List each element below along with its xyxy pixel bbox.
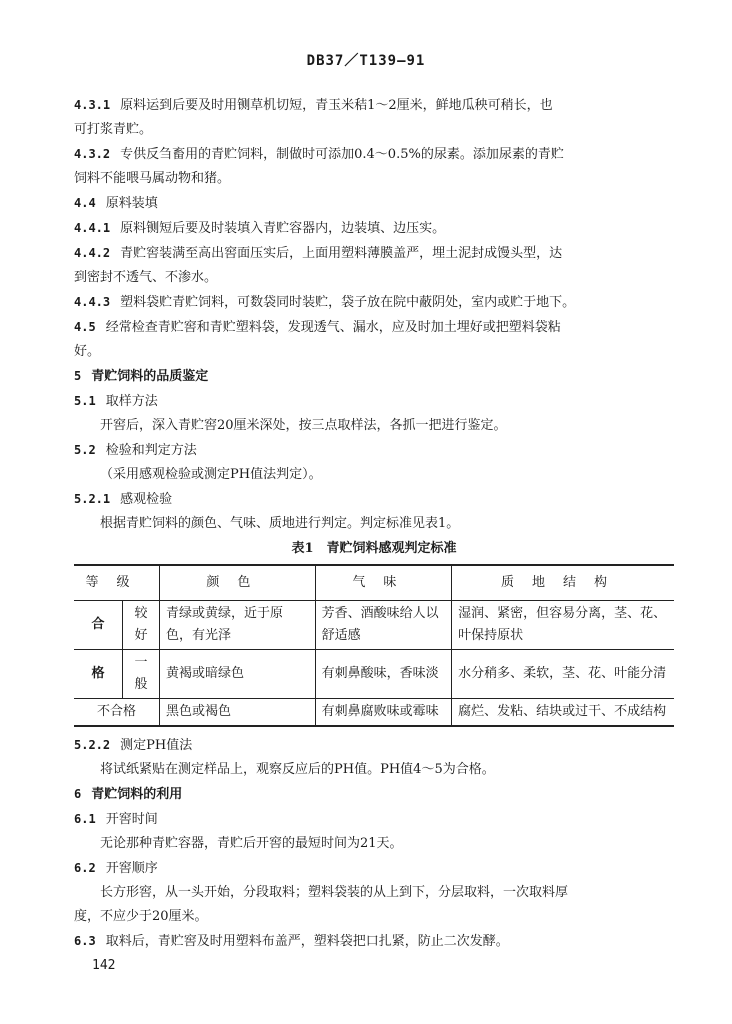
paragraph-4-5 (74, 315, 674, 340)
section-number: 6.2 (74, 861, 96, 875)
cell-smell: 有刺鼻酸味，香味淡 (315, 650, 451, 699)
heading-text: 青贮饲料的利用 (91, 787, 183, 802)
paragraph-text: 原料铡短后要及时装填入青贮容器内，边装填、边压实。 (120, 221, 446, 236)
section-number: 6.1 (74, 812, 96, 826)
document-body (74, 93, 674, 954)
section-number: 5.2.2 (74, 738, 111, 752)
paragraph-text: 专供反刍畜用的青贮饲料，制做时可添加0.4～0.5%的尿素。添加尿素的青贮 (120, 147, 564, 162)
document-header: DB37／T139—91 (306, 53, 426, 69)
header-smell: 气味 (315, 565, 451, 601)
table-row-unqualified (74, 699, 674, 727)
header-color: 颜色 (160, 565, 316, 601)
header-texture: 质地结构 (452, 565, 674, 601)
cell-color: 青绿或黄绿，近于原色，有光泽 (160, 601, 316, 650)
paragraph-text: 青贮窖装满至高出窖面压实后，上面用塑料薄膜盖严，埋土泥封成馒头型，达 (120, 246, 563, 261)
section-number: 5 (74, 369, 82, 383)
heading-text: 开窖时间 (105, 812, 158, 827)
paragraph-continuation: 度，不应少于20厘米。 (74, 909, 208, 924)
paragraph-continuation: 好。 (74, 344, 101, 359)
heading-5-2-2 (74, 733, 674, 758)
paragraph-text: 根据青贮饲料的颜色、气味、质地进行判定。判定标准见表1。 (100, 516, 460, 531)
section-number: 4.3.2 (74, 147, 111, 161)
paragraph-text: 取料后，青贮窖及时用塑料布盖严，塑料袋把口扎紧，防止二次发酵。 (105, 934, 509, 949)
heading-text: 测定PH值法 (120, 738, 193, 753)
paragraph-continuation: 可打浆青贮。 (74, 122, 153, 137)
heading-text: 开窖顺序 (105, 861, 158, 876)
paragraph-4-4-1 (74, 216, 674, 241)
table-title: 表1 青贮饲料感观判定标准 (291, 541, 457, 556)
heading-4-4 (74, 191, 674, 216)
paragraph-text: 无论那种青贮容器，青贮后开窖的最短时间为21天。 (100, 836, 403, 851)
paragraph-continuation: 到密封不透气、不渗水。 (74, 270, 218, 285)
paragraph-6-3 (74, 929, 674, 954)
section-number: 5.1 (74, 394, 96, 408)
grading-table (74, 564, 674, 727)
section-number: 4.4.3 (74, 295, 111, 309)
paragraph-text: 塑料袋贮青贮饲料，可数袋同时装贮，袋子放在院中蔽阴处，室内或贮于地下。 (120, 295, 576, 310)
heading-5-1 (74, 389, 674, 414)
section-number: 5.2.1 (74, 492, 111, 506)
paragraph-text: 开窖后，深入青贮窖20厘米深处，按三点取样法，各抓一把进行鉴定。 (100, 418, 507, 433)
heading-text: 原料装填 (105, 196, 158, 211)
heading-text: 取样方法 (105, 394, 158, 409)
cell-color: 黄褐或暗绿色 (160, 650, 316, 699)
heading-text: 青贮饲料的品质鉴定 (91, 369, 209, 384)
paragraph-text: 长方形窖，从一头开始，分段取料；塑料袋装的从上到下，分层取料，一次取料厚 (100, 885, 569, 900)
paragraph-4-3-2 (74, 142, 674, 167)
heading-5-2-1 (74, 487, 674, 512)
paragraph-4-4-3 (74, 290, 674, 315)
heading-5 (74, 364, 674, 389)
heading-6-1 (74, 807, 674, 832)
paragraph-text: （采用感观检验或测定PH值法判定）。 (100, 467, 322, 482)
cell-texture: 腐烂、发粘、结块或过干、不成结构 (452, 699, 674, 727)
table-header-row (74, 565, 674, 601)
page-number: 142 (92, 958, 116, 973)
cell-texture: 水分稍多、柔软，茎、花、叶能分清 (452, 650, 674, 699)
table-row-good (74, 601, 674, 650)
paragraph-text: 原料运到后要及时用铡草机切短，青玉米秸1～2厘米，鲜地瓜秧可稍长，也 (120, 98, 553, 113)
paragraph-text: 将试纸紧贴在测定样品上，观察反应后的PH值。PH值4～5为合格。 (100, 762, 495, 777)
section-number: 4.5 (74, 320, 96, 334)
heading-6 (74, 782, 674, 807)
grade-qualified-suffix: 格 (91, 666, 105, 681)
heading-text: 检验和判定方法 (105, 443, 197, 458)
heading-6-2 (74, 856, 674, 881)
section-number: 4.3.1 (74, 98, 111, 112)
header-grade: 等级 (85, 575, 148, 590)
grade-unqualified-label: 不合格 (96, 704, 136, 719)
paragraph-4-3-1 (74, 93, 674, 118)
section-number: 4.4.1 (74, 221, 111, 235)
table-row-normal (74, 650, 674, 699)
grade-qualified-label: 合 (91, 617, 105, 632)
section-number: 4.4 (74, 196, 96, 210)
cell-smell: 有刺鼻腐败味或霉味 (315, 699, 451, 727)
section-number: 6 (74, 787, 82, 801)
cell-smell: 芳香、酒酸味给人以舒适感 (315, 601, 451, 650)
heading-text: 感观检验 (120, 492, 173, 507)
heading-5-2 (74, 438, 674, 463)
grade-normal-label: 一般 (123, 650, 160, 699)
paragraph-text: 经常检查青贮窖和青贮塑料袋，发现透气、漏水，应及时加土埋好或把塑料袋粘 (105, 320, 561, 335)
cell-color: 黑色或褐色 (160, 699, 316, 727)
cell-texture: 湿润、紧密，但容易分离，茎、花、叶保持原状 (452, 601, 674, 650)
section-number: 4.4.2 (74, 246, 111, 260)
section-number: 5.2 (74, 443, 96, 457)
paragraph-continuation: 饲料不能喂马属动物和猪。 (74, 171, 231, 186)
section-number: 6.3 (74, 934, 96, 948)
grade-good-label: 较好 (123, 601, 160, 650)
paragraph-4-4-2 (74, 241, 674, 266)
